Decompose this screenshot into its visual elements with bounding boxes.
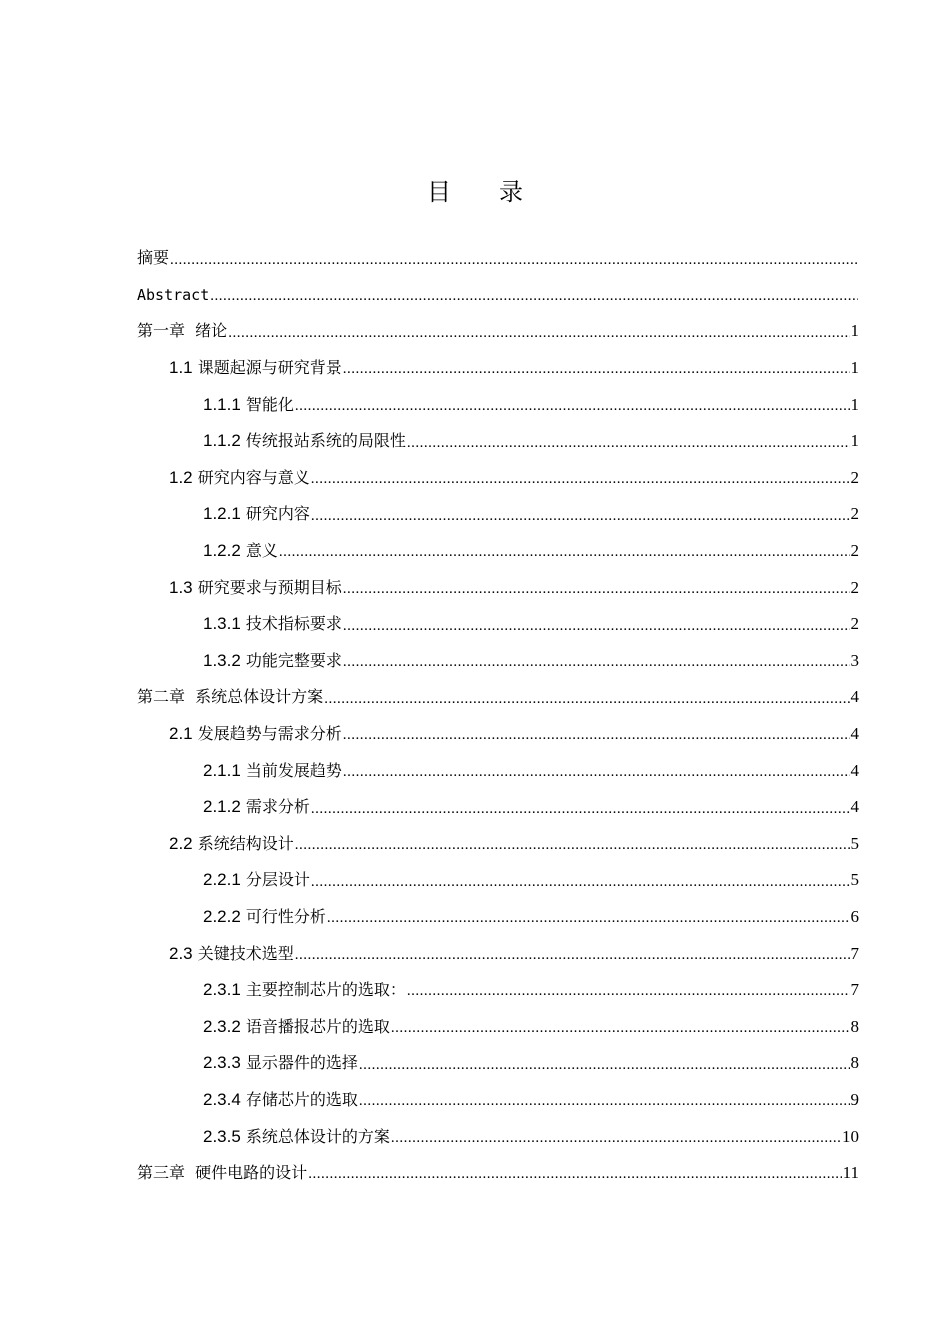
- toc-entry-label: 系统结构设计: [197, 833, 294, 853]
- toc-leader-dots: [391, 1128, 841, 1155]
- toc-entry-label: 发展趋势与需求分析: [197, 724, 342, 744]
- toc-entry-2-1[interactable]: [137, 716, 859, 753]
- toc-entry-page: 2: [850, 504, 859, 524]
- toc-entry-chapter-1[interactable]: [137, 313, 859, 350]
- toc-entry-number: 2.2: [169, 833, 193, 853]
- toc-leader-dots: [295, 945, 850, 972]
- toc-entry-page: 4: [850, 797, 859, 817]
- toc-entry-label: 第二章 系统总体设计方案: [137, 687, 324, 707]
- toc-entry-label: Abstract: [137, 285, 210, 304]
- toc-entry-page: 5: [850, 833, 859, 853]
- toc-entry-page: 1: [850, 431, 859, 451]
- toc-entry-label: 当前发展趋势: [245, 760, 342, 780]
- toc-entry-page: 4: [850, 687, 859, 707]
- toc-entry-page: 4: [850, 760, 859, 780]
- toc-entry-label: 第三章 硬件电路的设计: [137, 1163, 308, 1183]
- toc-entry-2-3-4[interactable]: [137, 1082, 859, 1119]
- toc-leader-dots: [343, 652, 850, 679]
- toc-entry-page: 9: [850, 1089, 859, 1109]
- toc-entry-number: 2.2.1: [203, 870, 241, 890]
- toc-entry-2-2-1[interactable]: [137, 862, 859, 899]
- toc-leader-dots: [311, 799, 850, 826]
- toc-leader-dots: [343, 616, 850, 643]
- toc-entry-number: 1.3: [169, 577, 193, 597]
- toc-entry-label: 主要控制芯片的选取：: [245, 980, 406, 1000]
- toc-leader-dots: [295, 835, 850, 862]
- toc-entry-1-1-1[interactable]: [137, 386, 859, 423]
- toc-entry-2-3-1[interactable]: [137, 972, 859, 1009]
- toc-leader-dots: [295, 396, 850, 423]
- toc-leader-dots: [279, 542, 850, 569]
- toc-entry-page: 6: [850, 906, 859, 926]
- toc-entry-number: 1.1: [169, 358, 193, 378]
- toc-entry-label: 意义: [245, 541, 278, 561]
- toc-entry-label: 第一章 绪论: [137, 321, 228, 341]
- toc-leader-dots: [407, 433, 850, 460]
- toc-entry-chapter-3[interactable]: [137, 1155, 859, 1192]
- toc-entry-2-2[interactable]: [137, 826, 859, 863]
- toc-entry-page: 7: [850, 980, 859, 1000]
- toc-entry-label: 研究内容与意义: [197, 467, 310, 487]
- toc-entry-number: 2.3: [169, 943, 193, 963]
- toc-entry-2-1-2[interactable]: [137, 789, 859, 826]
- toc-entry-2-3-5[interactable]: [137, 1118, 859, 1155]
- toc-leader-dots: [391, 1018, 850, 1045]
- toc-entry-1-2-2[interactable]: [137, 533, 859, 570]
- toc-entry-label: 摘要: [137, 248, 170, 268]
- toc-entry-label: 功能完整要求: [245, 650, 342, 670]
- toc-leader-dots: [359, 1091, 850, 1118]
- toc-entry-abstract-en[interactable]: [137, 277, 859, 314]
- toc-entry-page: 1: [850, 321, 859, 341]
- toc-entry-2-1-1[interactable]: [137, 752, 859, 789]
- toc-entry-1-1[interactable]: [137, 350, 859, 387]
- toc-entry-label: 关键技术选型: [197, 943, 294, 963]
- toc-entry-page: 1: [850, 394, 859, 414]
- toc-leader-dots: [324, 689, 849, 716]
- toc-entry-number: 2.2.2: [203, 906, 241, 926]
- toc-entry-page: 2: [850, 467, 859, 487]
- toc-entry-number: 2.3.3: [203, 1053, 241, 1073]
- toc-entry-1-1-2[interactable]: [137, 423, 859, 460]
- toc-entry-page: 11: [842, 1163, 859, 1183]
- toc-entry-page: 8: [850, 1053, 859, 1073]
- toc-entry-number: 1.2.1: [203, 504, 241, 524]
- toc-entry-2-3-2[interactable]: [137, 1008, 859, 1045]
- toc-entry-chapter-2[interactable]: [137, 679, 859, 716]
- toc-entry-label: 存储芯片的选取: [245, 1089, 358, 1109]
- toc-entry-number: 2.3.5: [203, 1126, 241, 1146]
- toc-entry-label: 课题起源与研究背景: [197, 358, 342, 378]
- toc-entry-page: 3: [850, 650, 859, 670]
- toc-entry-1-3-1[interactable]: [137, 606, 859, 643]
- toc-leader-dots: [327, 908, 850, 935]
- toc-leader-dots: [407, 981, 850, 1008]
- toc-entry-number: 1.1.2: [203, 431, 241, 451]
- toc-leader-dots: [311, 872, 850, 899]
- toc-entry-label: 语音播报芯片的选取: [245, 1016, 390, 1036]
- toc-entry-label: 分层设计: [245, 870, 310, 890]
- toc-entry-page: 10: [842, 1126, 859, 1146]
- toc-entry-page: 7: [850, 943, 859, 963]
- title-char-2: 录: [499, 178, 523, 206]
- toc-entry-abstract-cn[interactable]: [137, 240, 859, 277]
- toc-leader-dots: [343, 359, 850, 386]
- toc-entry-label: 研究内容: [245, 504, 310, 524]
- toc-entry-2-3-3[interactable]: [137, 1045, 859, 1082]
- toc-entry-number: 1.1.1: [203, 394, 241, 414]
- toc-entry-label: 研究要求与预期目标: [197, 577, 342, 597]
- toc-entry-page: 8: [850, 1016, 859, 1036]
- toc-entry-page: 4: [850, 724, 859, 744]
- toc-leader-dots: [311, 506, 850, 533]
- toc-leader-dots: [228, 323, 849, 350]
- toc-entry-label: 智能化: [245, 394, 294, 414]
- toc-entry-number: 2.1: [169, 724, 193, 744]
- toc-leader-dots: [343, 762, 850, 789]
- toc-leader-dots: [359, 1055, 850, 1082]
- toc-entry-number: 1.3.1: [203, 614, 241, 634]
- toc-entry-page: 1: [850, 358, 859, 378]
- toc-entry-1-3[interactable]: [137, 569, 859, 606]
- toc-entry-number: 1.3.2: [203, 650, 241, 670]
- toc-entry-page: 2: [850, 577, 859, 597]
- toc-entry-page: 2: [850, 614, 859, 634]
- toc-entry-number: 1.2: [169, 467, 193, 487]
- toc-leader-dots: [308, 1164, 841, 1191]
- toc-entry-number: 2.1.1: [203, 760, 241, 780]
- toc-entry-page: 2: [850, 541, 859, 561]
- toc-entry-label: 技术指标要求: [245, 614, 342, 634]
- toc-entry-number: 2.1.2: [203, 797, 241, 817]
- toc-entry-1-3-2[interactable]: [137, 643, 859, 680]
- toc-entry-1-2[interactable]: [137, 460, 859, 497]
- toc-entry-1-2-1[interactable]: [137, 496, 859, 533]
- toc-leader-dots: [343, 579, 850, 606]
- toc-entry-label: 显示器件的选择: [245, 1053, 358, 1073]
- toc-leader-dots: [311, 469, 850, 496]
- toc-entry-2-2-2[interactable]: [137, 899, 859, 936]
- toc-entry-2-3[interactable]: [137, 935, 859, 972]
- toc-entry-label: 需求分析: [245, 797, 310, 817]
- toc-entry-label: 系统总体设计的方案: [245, 1126, 390, 1146]
- toc-entry-label: 传统报站系统的局限性: [245, 431, 406, 451]
- toc-entry-number: 2.3.2: [203, 1016, 241, 1036]
- toc-entry-page: 5: [850, 870, 859, 890]
- toc-leader-dots: [210, 286, 858, 313]
- page-title: [0, 172, 950, 207]
- toc-entry-number: 2.3.4: [203, 1089, 241, 1109]
- title-char-1: 目: [427, 178, 451, 206]
- toc-entry-number: 1.2.2: [203, 541, 241, 561]
- toc-leader-dots: [170, 250, 858, 277]
- table-of-contents: [137, 240, 859, 1191]
- toc-leader-dots: [343, 725, 850, 752]
- toc-entry-number: 2.3.1: [203, 980, 241, 1000]
- toc-entry-label: 可行性分析: [245, 906, 326, 926]
